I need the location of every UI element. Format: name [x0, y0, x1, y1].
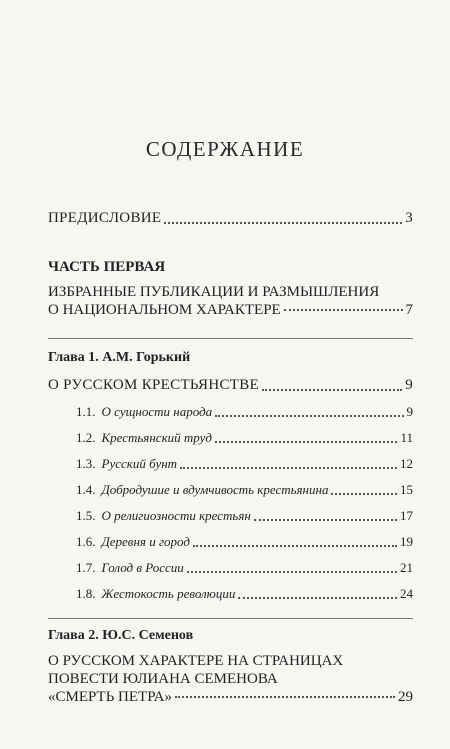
toc-page-number: 17 [400, 508, 413, 523]
toc-page-number: 12 [400, 456, 413, 471]
toc-subentry[interactable] [76, 482, 413, 498]
subentry-label: О религиозности крестьян [101, 508, 251, 523]
toc-page-number: 15 [400, 482, 413, 497]
dot-leader [284, 298, 403, 311]
subentry-number: 1.5. [76, 508, 96, 523]
toc-page-number: 29 [398, 689, 413, 706]
toc-page-number: 9 [405, 377, 413, 393]
toc-entry-label-line2: О НАЦИОНАЛЬНОМ ХАРАКТЕРЕ [48, 302, 281, 319]
chapter-heading: Глава 2. Ю.С. Семенов [48, 628, 194, 643]
subentry-label: О сущности народа [101, 404, 213, 419]
toc-page-number: 24 [400, 586, 413, 601]
dot-leader [331, 483, 397, 495]
subentry-label: Деревня и город [101, 534, 190, 549]
subentry-label: Русский бунт [101, 456, 178, 471]
dot-leader [193, 535, 397, 547]
dot-leader [187, 561, 397, 573]
subentry-label: Жестокость революции [101, 586, 236, 601]
subentry-label: Крестьянский труд [101, 430, 212, 445]
toc-entry-label-line2: ПОВЕСТИ ЮЛИАНА СЕМЕНОВА [48, 671, 278, 687]
subentry-number: 1.3. [76, 456, 96, 471]
toc-page-number: 11 [400, 430, 413, 445]
dot-leader [215, 431, 398, 443]
toc-entry-chapter1[interactable] [48, 377, 413, 394]
dot-leader [262, 378, 402, 391]
toc-heading: СОДЕРЖАНИЕ [145, 137, 305, 161]
toc-page-number: 3 [405, 210, 413, 226]
toc-page-number: 9 [406, 404, 413, 419]
dot-leader [175, 685, 395, 698]
toc-subentry[interactable] [76, 560, 413, 576]
dot-leader [238, 587, 397, 599]
toc-page-number: 7 [405, 302, 413, 319]
subentry-number: 1.7. [76, 560, 96, 575]
subentry-label: Добродушие и вдумчивость крестьянина [101, 482, 329, 497]
subentry-number: 1.1. [76, 404, 96, 419]
toc-subentry[interactable] [76, 534, 413, 550]
part-heading: ЧАСТЬ ПЕРВАЯ [48, 259, 166, 275]
toc-page-number: 19 [400, 534, 413, 549]
dot-leader [180, 457, 397, 469]
toc-subentry[interactable] [76, 586, 413, 602]
toc-subentry[interactable] [76, 430, 413, 446]
section-divider [48, 618, 413, 619]
subentry-label: Голод в России [101, 560, 184, 575]
dot-leader [215, 405, 403, 417]
toc-subentry[interactable] [76, 508, 413, 524]
toc-entry-label-line3: «СМЕРТЬ ПЕТРА» [48, 689, 172, 706]
toc-entry-label-line1: О РУССКОМ ХАРАКТЕРЕ НА СТРАНИЦАХ [48, 653, 344, 669]
toc-entry-preface[interactable] [48, 210, 413, 227]
toc-entry-part1[interactable] [48, 283, 413, 319]
subentry-number: 1.2. [76, 430, 96, 445]
section-divider [48, 338, 413, 339]
toc-entry-label: О РУССКОМ КРЕСТЬЯНСТВЕ [48, 377, 259, 393]
dot-leader [254, 509, 397, 521]
toc-subentry[interactable] [76, 456, 413, 472]
toc-subentry[interactable] [76, 404, 413, 420]
subentry-number: 1.6. [76, 534, 96, 549]
toc-entry-label: ПРЕДИСЛОВИЕ [48, 210, 162, 226]
dot-leader [164, 211, 402, 224]
chapter-heading: Глава 1. А.М. Горький [48, 350, 191, 365]
subentry-number: 1.4. [76, 482, 96, 497]
toc-entry-label-line1: ИЗБРАННЫЕ ПУБЛИКАЦИИ И РАЗМЫШЛЕНИЯ [48, 284, 380, 300]
toc-entry-chapter2[interactable] [48, 652, 413, 706]
subentry-number: 1.8. [76, 586, 96, 601]
toc-page-number: 21 [400, 560, 413, 575]
